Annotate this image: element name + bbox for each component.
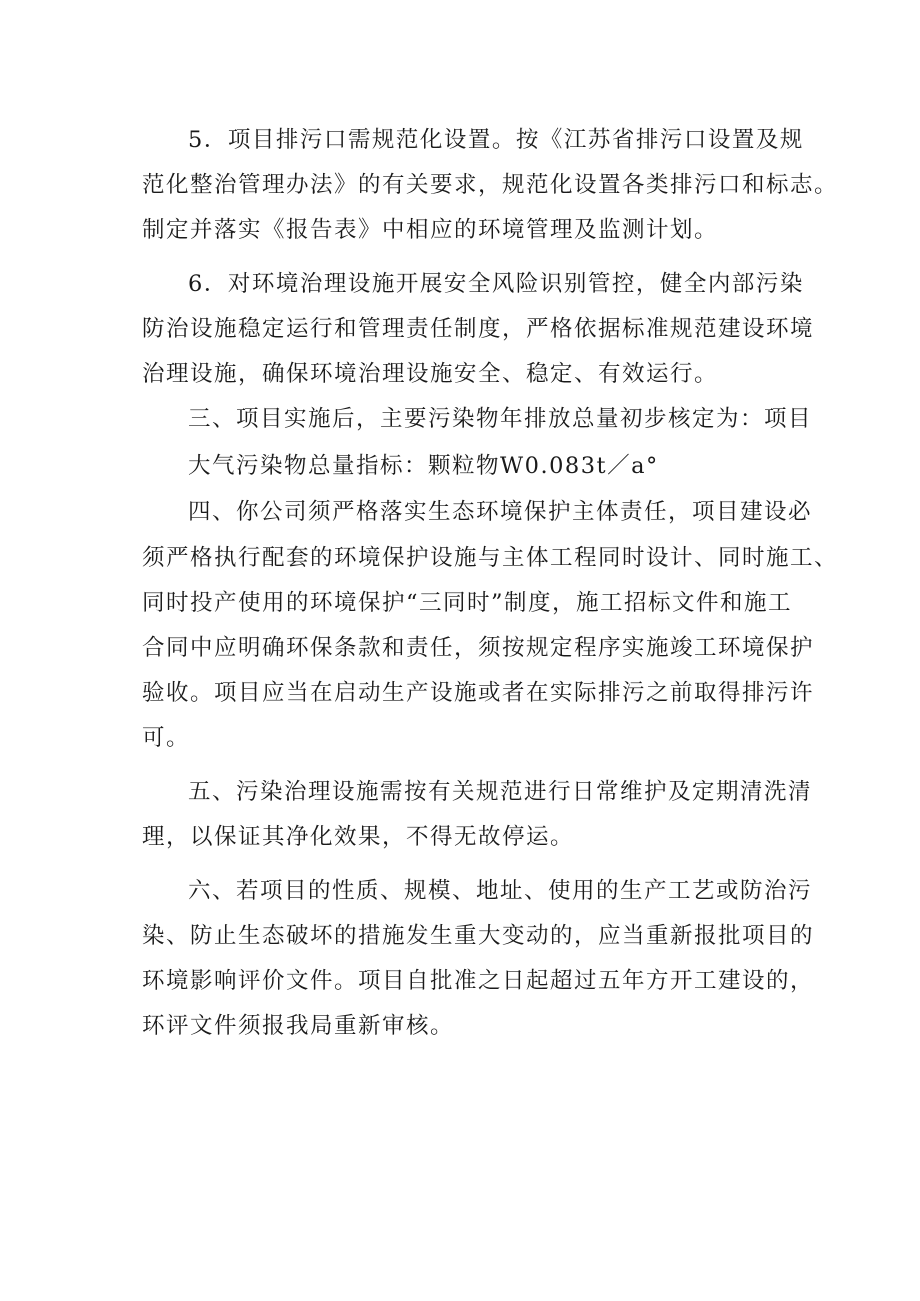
paragraph-section-4-line-6: 可。 <box>142 725 191 751</box>
paragraph-section-6-line-3: 环境影响评价文件。项目自批准之日起超过五年方开工建设的， <box>142 968 815 994</box>
paragraph-section-4-line-5: 验收。项目应当在启动生产设施或者在实际排污之前取得排污许 <box>142 680 815 706</box>
paragraph-section-4-line-4: 合同中应明确环保条款和责任，须按规定程序实施竣工环境保护 <box>142 635 815 661</box>
paragraph-section-4-line-1: 四、你公司须严格落实生态环境保护主体责任，项目建设必 <box>188 499 813 525</box>
paragraph-item-6-line-1: 6．对环境治理设施开展安全风险识别管控，健全内部污染 <box>188 271 804 297</box>
paragraph-item-6-line-2: 防治设施稳定运行和管理责任制度，严格依据标准规范建设环境 <box>142 316 815 342</box>
paragraph-section-4-line-3: 同时投产使用的环境保护“三同时”制度，施工招标文件和施工 <box>142 590 793 616</box>
paragraph-section-6-line-2: 染、防止生态破坏的措施发生重大变动的，应当重新报批项目的 <box>142 923 815 949</box>
paragraph-item-5-line-3: 制定并落实《报告表》中相应的环境管理及监测计划。 <box>142 217 719 243</box>
paragraph-section-3-line-2: 大气污染物总量指标：颗粒物W0.083t／a° <box>188 453 659 479</box>
paragraph-item-5-line-2: 范化整治管理办法》的有关要求，规范化设置各类排污口和标志。 <box>142 172 839 198</box>
paragraph-section-5-line-1: 五、污染治理设施需按有关规范进行日常维护及定期清洗清 <box>188 779 813 805</box>
paragraph-item-6-line-3: 治理设施，确保环境治理设施安全、稳定、有效运行。 <box>142 361 719 387</box>
paragraph-section-3-line-1: 三、项目实施后，主要污染物年排放总量初步核定为：项目 <box>188 406 813 432</box>
paragraph-section-5-line-2: 理，以保证其净化效果，不得无故停运。 <box>142 824 575 850</box>
paragraph-section-4-line-2: 须严格执行配套的环境保护设施与主体工程同时设计、同时施工、 <box>142 545 839 571</box>
paragraph-section-6-line-4: 环评文件须报我局重新审核。 <box>142 1013 455 1039</box>
paragraph-section-6-line-1: 六、若项目的性质、规模、地址、使用的生产工艺或防治污 <box>188 878 813 904</box>
paragraph-item-5-line-1: 5．项目排污口需规范化设置。按《江苏省排污口设置及规 <box>188 127 804 153</box>
